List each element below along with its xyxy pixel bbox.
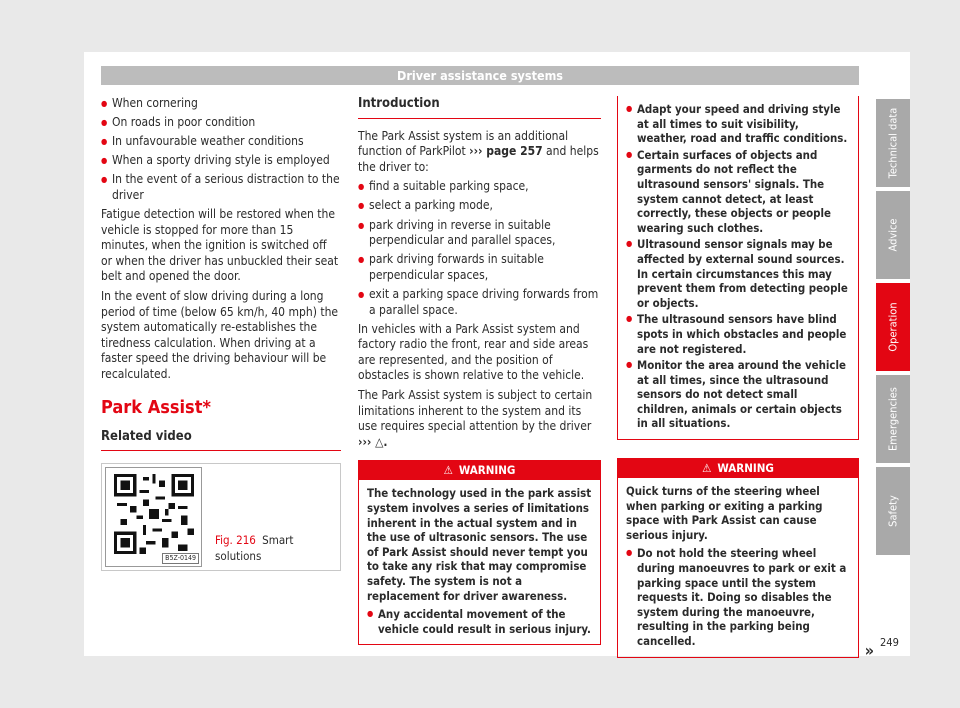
page-reference-link[interactable]: ››› page 257 (469, 144, 543, 159)
warning-label: WARNING (458, 463, 516, 478)
bullet-item: ● find a suitable parking space, (358, 179, 601, 195)
chapter-tab-label: Technical data (886, 107, 900, 179)
bullet-item: ● Any accidental movement of the vehicle could result in serious injury. (367, 607, 592, 636)
section-title: Park Assist* (101, 396, 211, 418)
bullet-item: ● In unfavourable weather conditions (101, 134, 341, 150)
warning-box-2 (617, 458, 874, 660)
figure-number: Fig. 216 (215, 533, 256, 547)
bullet-item: ● Do not hold the steering wheel during manoeuvres to park or exit a parking space until the system requests it. Doing so disables the system during the manoeuvre, resulting in the parking being cancelled. (626, 546, 850, 648)
warning-reference-link[interactable]: ››› △. (358, 434, 388, 449)
introduction-heading: Introduction (358, 96, 601, 119)
qr-code-image[interactable] (105, 467, 202, 567)
column-middle (358, 96, 601, 645)
warning-continuation (617, 96, 859, 440)
column-left (101, 96, 341, 571)
warning-label: WARNING (717, 461, 774, 476)
warning-header (359, 461, 600, 480)
text: The Park Assist system is an additional function of ParkPilot (358, 128, 569, 159)
paragraph: In the event of slow driving during a long period of time (below 65 km/h, 40 mph) the system automatically re-establishes the tiredness calculation. When driving at a faster speed the driving behaviour will be recalculated. (101, 289, 339, 381)
related-video-heading: Related video (101, 429, 341, 452)
chapter-tab-label: Safety (886, 495, 900, 527)
chapter-tab[interactable] (876, 467, 910, 555)
bullet-item: ● When a sporty driving style is employed (101, 153, 341, 169)
bullet-item: ● select a parking mode, (358, 198, 601, 214)
warning-body (618, 478, 858, 657)
bullet-item: ● park driving in reverse in suitable perpendicular and parallel spaces, (358, 218, 601, 249)
figure-caption (215, 533, 340, 564)
bullet-item: ● park driving forwards in suitable perpendicular spaces, (358, 252, 601, 283)
chapter-tab[interactable] (876, 375, 910, 463)
paragraph (358, 388, 601, 450)
bullet-item: ● Monitor the area around the vehicle at all times, since the ultrasound sensors do not detect small children, animals or certain objects in all situations. (626, 358, 850, 431)
bullet-item: ● In the event of a serious distraction to the driver (101, 172, 341, 203)
chapter-tab-label: Emergencies (886, 387, 900, 451)
chapter-tab[interactable] (876, 191, 910, 279)
chapter-tab-label: Advice (886, 218, 900, 252)
warning-text: Quick turns of the steering wheel when parking or exiting a parking space with Park Assist can cause serious injury. (626, 484, 823, 542)
chapter-tab-label: Operation (886, 302, 900, 352)
bullet-item: ● Certain surfaces of objects and garments do not reflect the ultrasound sensors' signals. The system cannot detect, at least correctly, these objects or people wearing such clothes. (626, 148, 850, 236)
text: The Park Assist system is subject to certain limitations inherent to the system and its use requires special attention by the driver (358, 388, 593, 434)
warning-body (359, 480, 600, 644)
warning-box (358, 460, 601, 645)
warning-text: The technology used in the park assist system involves a series of limitations inherent in the actual system and in the use of ultrasonic sensors. The use of Park Assist should never tempt you to take any risk that may compromise safety. The system is not a replacement for driver awareness. (367, 486, 592, 603)
paragraph: Fatigue detection will be restored when the vehicle is stopped for more than 15 minutes, when the ignition is switched off or when the driver has unbuckled their seat belt and opened the door. (101, 207, 339, 284)
bullet-item: ● Adapt your speed and driving style at all times to suit visibility, weather, road and traffic conditions. (626, 102, 850, 146)
warning-header (618, 459, 858, 478)
figure-code: B5Z-0149 (162, 553, 199, 564)
text: and helps the driver to: (358, 144, 599, 174)
bullet-item: ● exit a parking space driving forwards from a parallel space. (358, 287, 601, 318)
bullet-item: ● Ultrasound sensor signals may be affected by external sound sources. In certain circumstances this may prevent them from detecting people or objects. (626, 237, 850, 310)
figure-box (101, 463, 341, 571)
chapter-tabs (876, 99, 910, 559)
paragraph (358, 129, 601, 176)
continue-chevron-icon: » (864, 641, 874, 660)
bullet-item: ● The ultrasound sensors have blind spots in which obstacles and people are not registered. (626, 312, 850, 356)
warning-triangle-icon: ⚠ (443, 463, 453, 478)
chapter-tab[interactable] (876, 99, 910, 187)
paragraph: In vehicles with a Park Assist system and factory radio the front, rear and side areas are represented, and the position of obstacles is shown relative to the vehicle. (358, 321, 589, 383)
warning-triangle-icon: ⚠ (702, 461, 712, 476)
chapter-tab[interactable] (876, 283, 910, 371)
bullet-list (101, 96, 341, 204)
running-header: Driver assistance systems (101, 66, 859, 85)
bullet-item: ● On roads in poor condition (101, 115, 341, 131)
warning-bullets (367, 607, 592, 636)
column-right (617, 96, 874, 660)
page-number: 249 (880, 636, 899, 649)
bullet-list (358, 179, 601, 318)
figure-caption-text: Smart solutions (215, 533, 294, 563)
warning-continuation-body (618, 96, 858, 439)
qr-code-icon (114, 474, 194, 554)
bullet-item: ● When cornering (101, 96, 341, 112)
warning-bullets (626, 546, 850, 648)
